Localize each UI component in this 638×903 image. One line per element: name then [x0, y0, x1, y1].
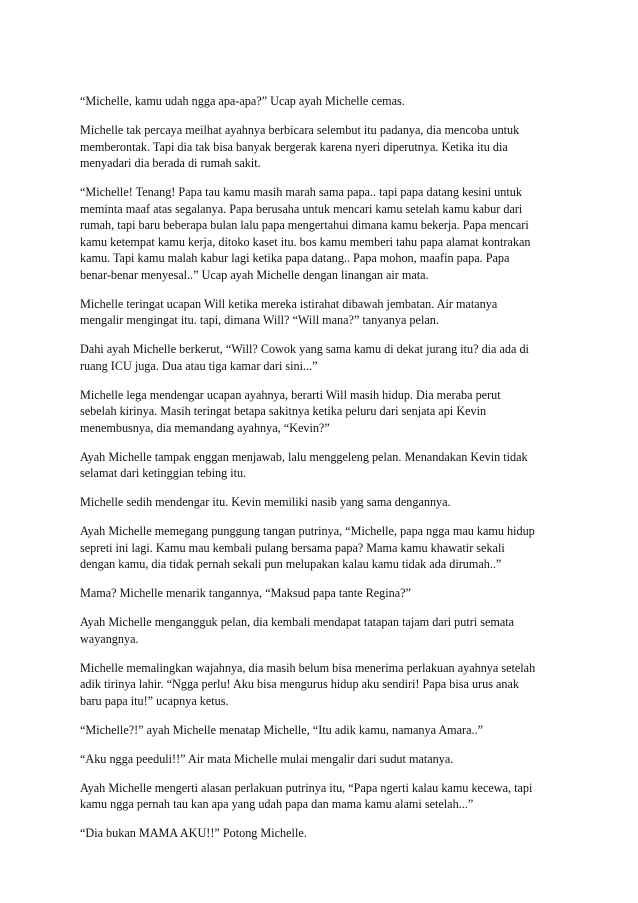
text-line: Ayah Michelle mengerti alasan perlakuan putrinya itu, “Papa ngerti kalau kamu kecewa, tapi: [80, 780, 533, 795]
text-line: wayangnya.: [80, 631, 139, 646]
text-line: Ayah Michelle mengangguk pelan, dia kembali mendapat tatapan tajam dari putri semata: [80, 615, 515, 629]
text-line: sebelah kirinya. Masih teringat betapa sakitnya ketika peluru dari senjata api Kevin: [80, 404, 487, 418]
text-line: dengan kamu, dia tidak pernah sekali pun melupakan kalau kamu tidak ada dirumah..”: [80, 557, 502, 571]
text-line: rumah, tapi baru beberapa bulan lalu papa mengertahui dimana kamu bekerja. Papa mencari: [80, 218, 529, 232]
text-line: Michelle tak percaya meilhat ayahnya berbicara selembut itu padanya, dia mencoba untuk: [80, 123, 520, 137]
text-line: “Michelle?!” ayah Michelle menatap Michelle, “Itu adik kamu, namanya Amara..”: [80, 722, 484, 737]
text-line: “Aku ngga peeduli!!” Air mata Michelle mulai mengalir dari sudut matanya.: [80, 751, 454, 766]
text-line: meminta maaf atas segalanya. Papa berusaha untuk mencari kamu setelah kamu kabur dari: [80, 201, 523, 216]
text-line: “Dia bukan MAMA AKU!!” Potong Michelle.: [80, 826, 307, 840]
text-line: kamu ketempat kamu kerja, ditoko kaset itu. bos kamu memberi tahu papa alamat kontrakan: [80, 234, 531, 249]
text-line: Mama? Michelle menarik tangannya, “Maksud papa tante Regina?”: [80, 586, 411, 600]
paragraph: [80, 93, 565, 110]
text-line: kamu ngga pernah tau kan apa yang udah papa dan mama kamu alami setelah...”: [80, 797, 474, 811]
text-line: menembusnya, dia memandang ayahnya, “Kevin?”: [80, 420, 330, 435]
text-line: “Michelle! Tenang! Papa tau kamu masih marah sama papa.. tapi papa datang kesini untuk: [80, 185, 522, 199]
paragraph: [80, 751, 565, 768]
text-line: kamu. Tapi kamu malah kabur lagi ketika papa datang.. Papa mohon, maafin papa. Papa: [80, 251, 510, 265]
text-line: Michelle teringat ucapan Will ketika mereka istirahat dibawah jembatan. Air matanya: [80, 296, 498, 311]
text-line: Michelle sedih mendengar itu. Kevin memiliki nasib yang sama dengannya.: [80, 495, 451, 509]
paragraph: [80, 449, 565, 482]
text-line: Ayah Michelle memegang punggung tangan putrinya, “Michelle, papa ngga mau kamu hidup: [80, 524, 535, 538]
paragraph: [80, 296, 565, 329]
paragraph: [80, 122, 565, 172]
text-line: benar-benar menyesal..” Ucap ayah Michelle dengan linangan air mata.: [80, 267, 429, 282]
text-line: selamat dari ketinggian tebing itu.: [80, 466, 247, 480]
paragraph: [80, 660, 565, 710]
text-line: sepreti ini lagi. Kamu mau kembali pulang bersama papa? Mama kamu khawatir sekali: [80, 540, 505, 555]
text-line: Michelle memalingkan wajahnya, dia masih belum bisa menerima perlakuan ayahnya setelah: [80, 660, 536, 675]
paragraph: [80, 184, 565, 283]
paragraph: [80, 494, 565, 511]
text-line: mengalir mengingat itu. tapi, dimana Will? “Will mana?” tanyanya pelan.: [80, 313, 439, 327]
text-line: memberontak. Tapi dia tak bisa banyak bergerak karena nyeri diperutnya. Ketika itu dia: [80, 139, 508, 154]
paragraph: [80, 825, 565, 842]
paragraph: [80, 387, 565, 437]
text-line: adik tirinya lahir. “Ngga perlu! Aku bisa mengurus hidup aku sendiri! Papa bisa urus anak: [80, 677, 519, 691]
paragraph: [80, 523, 565, 573]
text-line: “Michelle, kamu udah ngga apa-apa?” Ucap ayah Michelle cemas.: [80, 94, 405, 108]
text-line: ruang ICU juga. Dua atau tiga kamar dari sini...”: [80, 358, 318, 373]
text-line: baru papa itu!” ucapnya ketus.: [80, 693, 229, 708]
paragraph: [80, 614, 565, 647]
text-line: menyadari dia berada di rumah sakit.: [80, 156, 261, 170]
text-line: Dahi ayah Michelle berkerut, “Will? Cowok yang sama kamu di dekat jurang itu? dia ada di: [80, 342, 529, 356]
paragraph: [80, 780, 565, 813]
paragraph: [80, 585, 565, 602]
text-line: Michelle lega mendengar ucapan ayahnya, berarti Will masih hidup. Dia meraba perut: [80, 387, 501, 402]
story-text: [80, 93, 565, 842]
text-line: Ayah Michelle tampak enggan menjawab, lalu menggeleng pelan. Menandakan Kevin tidak: [80, 449, 528, 464]
paragraph: [80, 341, 565, 374]
paragraph: [80, 722, 565, 739]
